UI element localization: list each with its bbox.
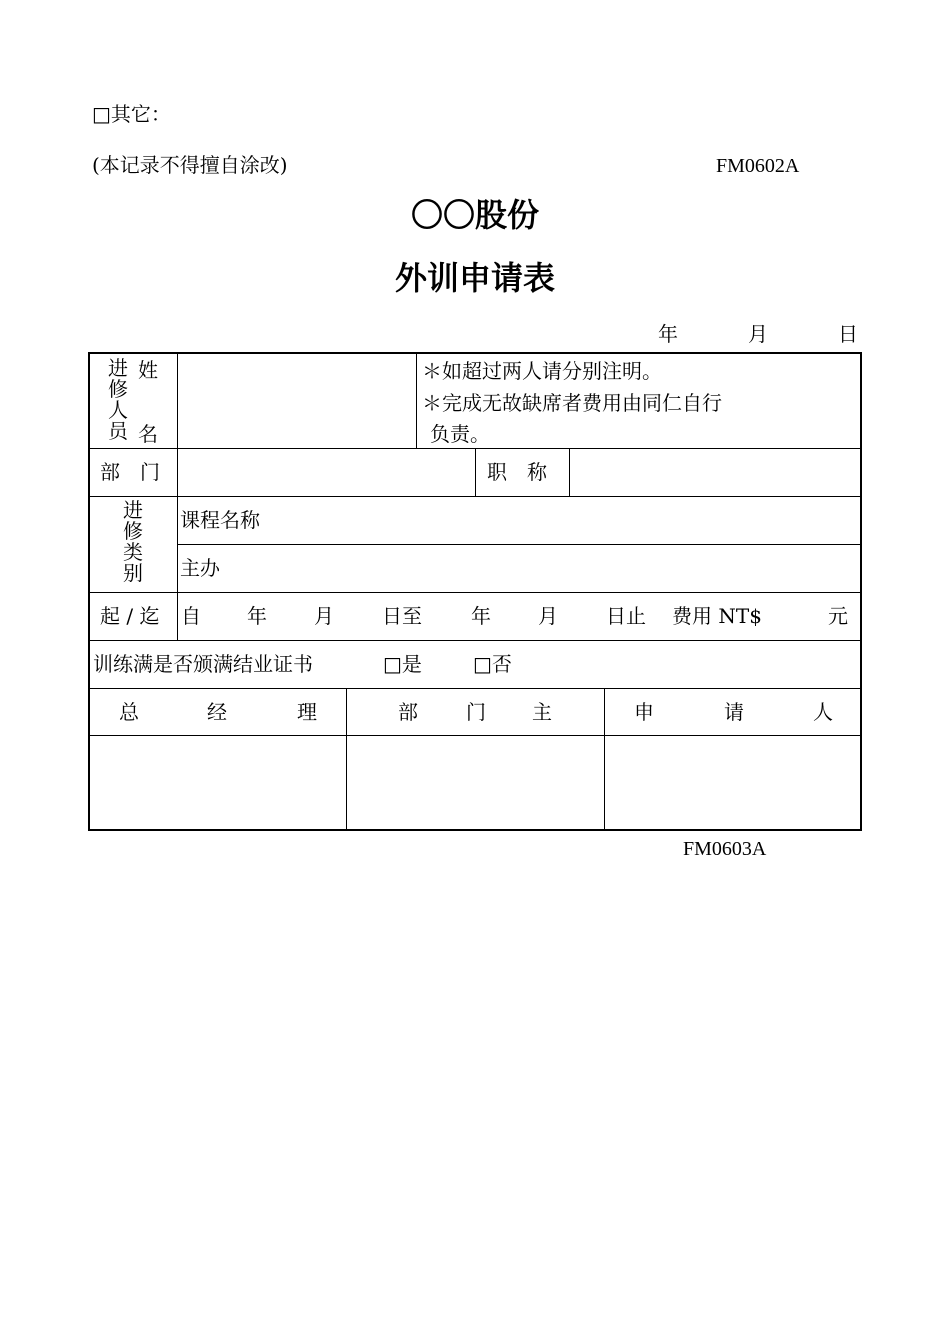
sign-dept-head-char: 门	[466, 700, 486, 724]
course-name-label: 课程名称	[180, 508, 260, 532]
period-month-2: 月	[538, 604, 558, 628]
date-month-label: 月	[748, 322, 768, 346]
form-code-top: FM0602A	[716, 155, 800, 177]
sign-divider-1	[346, 688, 347, 829]
no-alteration-notice: (本记录不得擅自涂改)	[92, 153, 288, 177]
period-day-to: 日至	[382, 604, 422, 628]
sign-gm-char: 理	[297, 700, 317, 724]
note-multiple-trainees: ＊如超过两人请分别注明。	[422, 359, 662, 383]
label-column-divider	[177, 354, 178, 640]
period-year-1: 年	[247, 604, 267, 628]
training-application-form	[88, 352, 862, 831]
trainee-label-char: 修	[108, 377, 128, 401]
sign-dept-head-char: 主	[532, 700, 552, 724]
date-day-label: 日	[838, 322, 858, 346]
certificate-yes-option[interactable]: □是	[383, 652, 422, 676]
category-label-char: 修	[123, 519, 143, 543]
row-divider-7	[90, 735, 860, 736]
name-label-top: 姓	[138, 358, 158, 382]
note-absence-cost-cont: 负责。	[430, 422, 490, 446]
position-label: 职 称	[487, 460, 547, 484]
period-from: 自	[181, 604, 201, 628]
dept-label: 部 门	[100, 460, 160, 484]
fee-unit: 元	[828, 604, 848, 628]
sign-divider-2	[604, 688, 605, 829]
category-label-char: 类	[123, 540, 143, 564]
sign-applicant-char: 申	[634, 700, 654, 724]
sign-gm-char: 总	[119, 700, 139, 724]
organizer-label: 主办	[180, 556, 220, 580]
dept-position-divider	[475, 448, 476, 496]
period-year-2: 年	[471, 604, 491, 628]
sign-applicant-char: 人	[813, 700, 833, 724]
period-day-end: 日止	[606, 604, 646, 628]
trainee-label-char: 进	[108, 356, 128, 380]
position-value-divider	[569, 448, 570, 496]
trainee-label	[106, 358, 130, 442]
period-month-1: 月	[314, 604, 334, 628]
category-label	[121, 500, 145, 584]
sign-gm-char: 经	[207, 700, 227, 724]
date-year-label: 年	[658, 322, 678, 346]
company-name: 〇〇股份	[410, 196, 539, 234]
note-absence-cost: ＊完成无故缺席者费用由同仁自行	[422, 391, 722, 415]
category-label-char: 别	[123, 561, 143, 585]
form-title: 外训申请表	[394, 259, 555, 297]
form-code-bottom: FM0603A	[683, 838, 767, 860]
sign-dept-head-char: 部	[398, 700, 418, 724]
name-label-bottom: 名	[138, 422, 158, 446]
trainee-label-char: 员	[108, 419, 128, 443]
other-checkbox-label: □其它：	[92, 102, 171, 126]
row-divider-5	[90, 640, 860, 641]
category-label-char: 进	[123, 498, 143, 522]
period-label: 起 / 迄	[100, 604, 160, 628]
fee-label: 费用 NT$	[672, 604, 762, 628]
trainee-label-char: 人	[108, 398, 128, 422]
sign-applicant-char: 请	[724, 700, 744, 724]
row-divider-3	[177, 544, 860, 545]
row-divider-2	[90, 496, 860, 497]
row-divider-6	[90, 688, 860, 689]
certificate-no-option[interactable]: □否	[473, 652, 512, 676]
certificate-question: 训练满是否颁满结业证书	[93, 652, 313, 676]
name-note-divider	[416, 354, 417, 448]
row-divider-4	[90, 592, 860, 593]
